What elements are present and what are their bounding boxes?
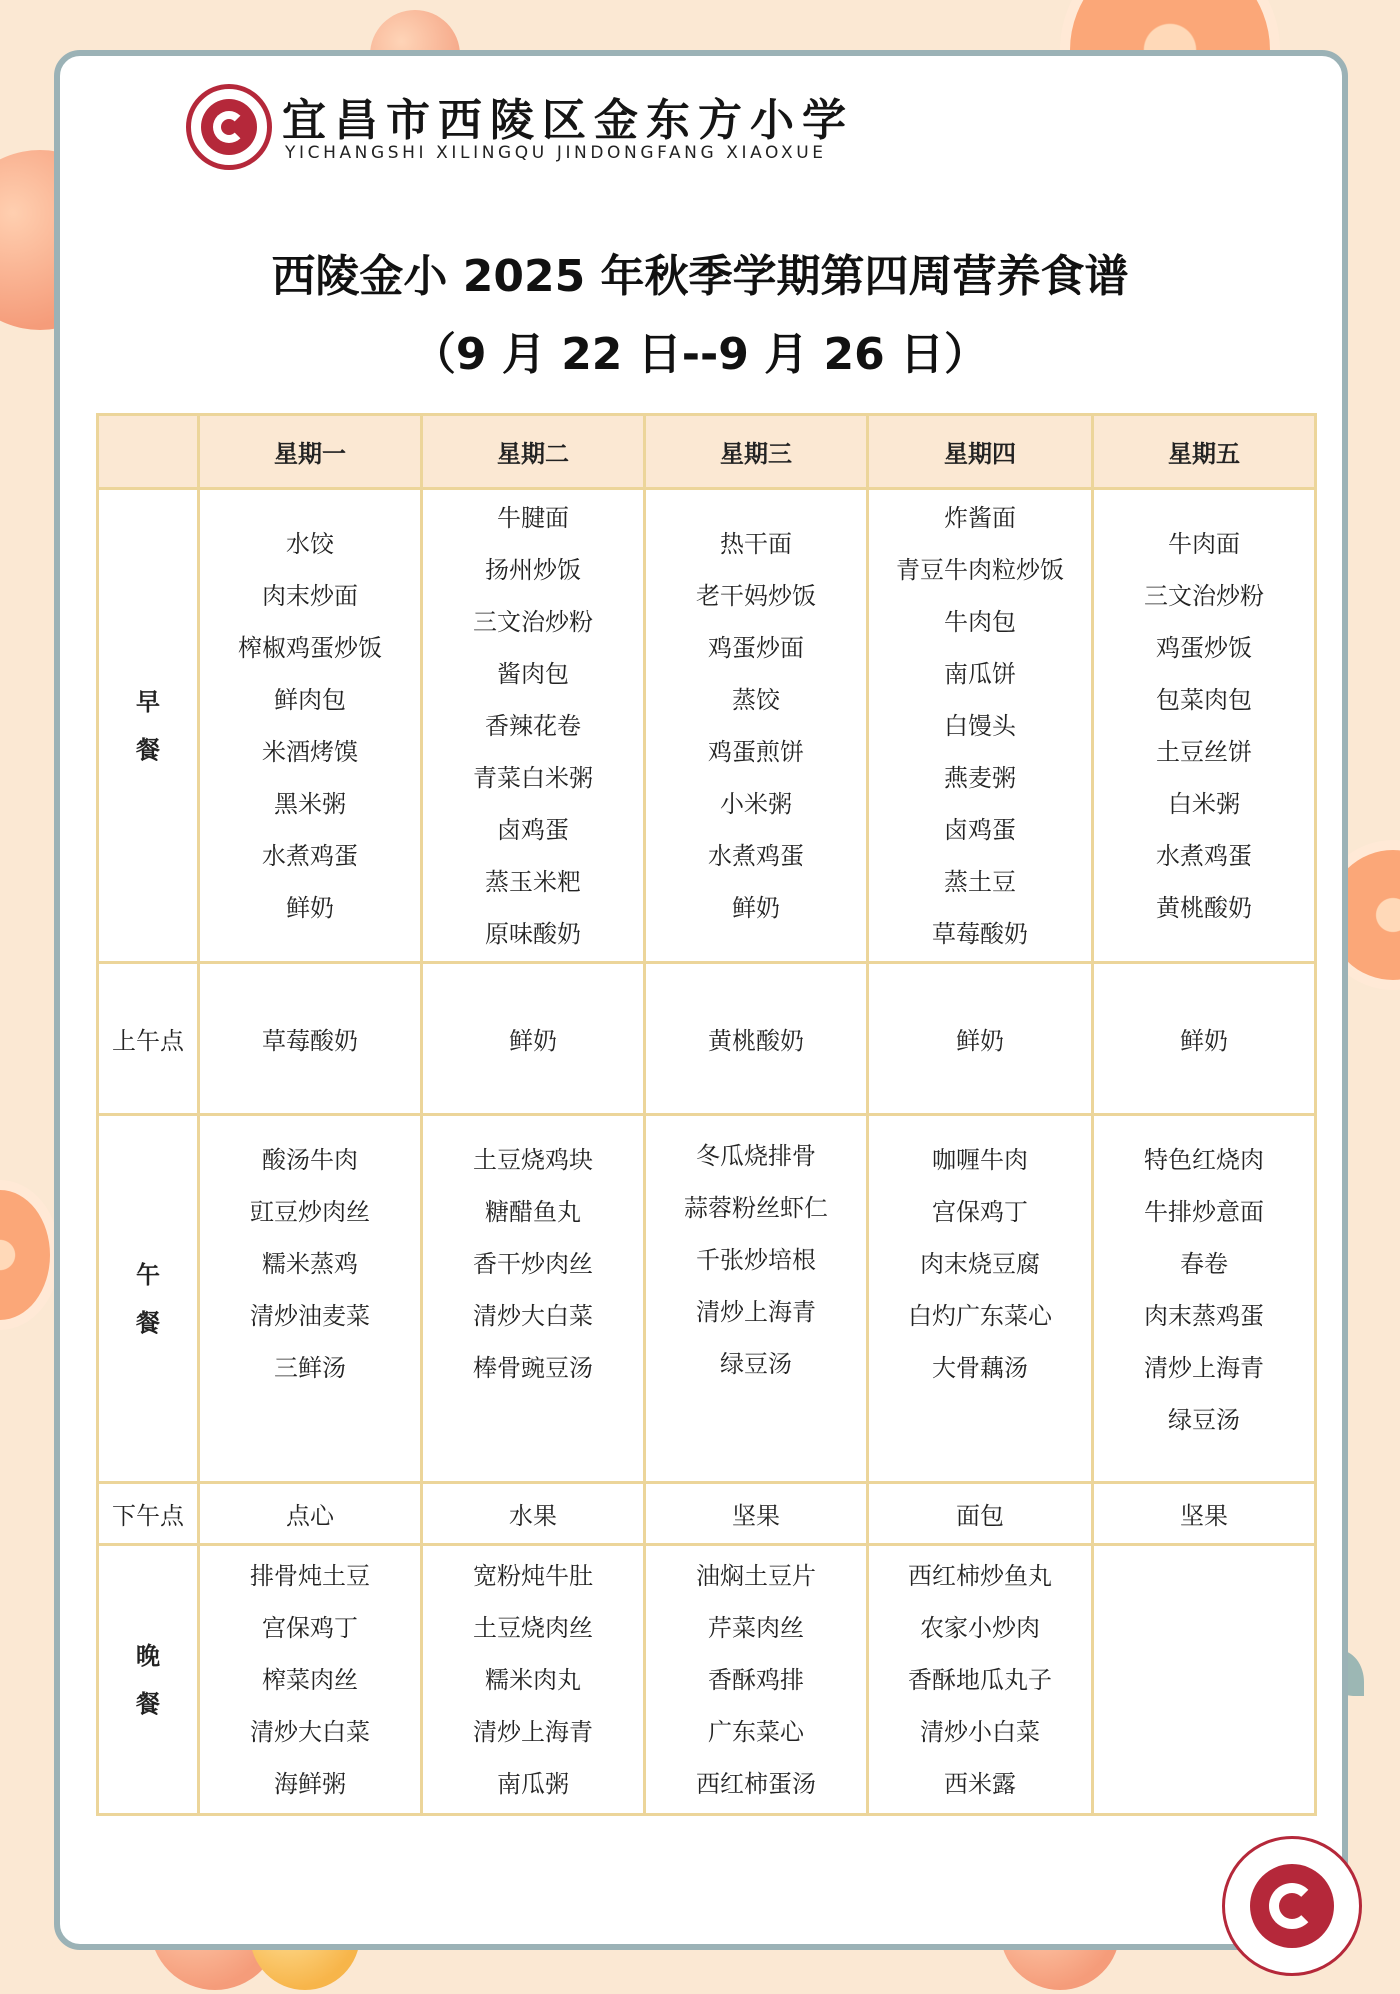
dish-item: 清炒上海青: [696, 1298, 816, 1326]
dish-item: 榨菜肉丝: [262, 1665, 358, 1694]
dish-item: 宫保鸡丁: [262, 1613, 358, 1642]
dish-item: 牛肉面: [1168, 529, 1240, 558]
breakfast-cell: [199, 489, 422, 963]
afternoon-snack-cell: 点心: [199, 1483, 422, 1545]
dish-item: 白米粥: [1168, 789, 1240, 818]
dish-item: 芹菜肉丝: [708, 1613, 804, 1642]
dish-item: 肉末蒸鸡蛋: [1144, 1302, 1264, 1330]
dish-item: 农家小炒肉: [920, 1613, 1040, 1642]
dinner-cell: [1093, 1545, 1316, 1815]
afternoon-snack-row: [98, 1483, 1316, 1545]
dish-item: 蒸土豆: [944, 867, 1016, 896]
dish-item: 蒸玉米粑: [485, 867, 581, 896]
dish-item: 水煮鸡蛋: [262, 841, 358, 870]
day-header: 星期二: [422, 415, 645, 489]
dish-item: 热干面: [720, 529, 792, 558]
dish-list: [646, 1130, 866, 1390]
orange-slice-decoration: [0, 1180, 60, 1330]
dish-item: 南瓜粥: [497, 1769, 569, 1798]
dish-item: 水煮鸡蛋: [1156, 841, 1252, 870]
morning-snack-cell: 黄桃酸奶: [645, 963, 868, 1115]
dish-item: 小米粥: [720, 789, 792, 818]
menu-table: [96, 413, 1317, 1816]
lunch-cell: [645, 1115, 868, 1483]
dish-item: 清炒小白菜: [920, 1717, 1040, 1746]
dish-item: 宽粉炖牛肚: [473, 1561, 593, 1590]
dinner-row: [98, 1545, 1316, 1815]
dish-item: 老干妈炒饭: [696, 581, 816, 610]
dish-item: 酱肉包: [497, 659, 569, 688]
day-header: 星期三: [645, 415, 868, 489]
dish-item: 牛肉包: [944, 607, 1016, 636]
dish-item: 咖喱牛肉: [932, 1146, 1028, 1174]
dish-item: 鲜肉包: [274, 685, 346, 714]
dish-list: [1094, 518, 1314, 934]
breakfast-label: 早 餐: [98, 489, 199, 963]
dish-item: 原味酸奶: [485, 919, 581, 948]
dish-item: 香酥鸡排: [708, 1665, 804, 1694]
dish-list: [423, 1550, 643, 1810]
dish-list: [423, 1134, 643, 1394]
dish-item: 黑米粥: [274, 789, 346, 818]
dish-item: 土豆烧鸡块: [473, 1146, 593, 1174]
dish-item: 清炒油麦菜: [250, 1302, 370, 1330]
dish-item: 鲜奶: [286, 893, 334, 922]
afternoon-snack-cell: 水果: [422, 1483, 645, 1545]
dish-item: 大骨藕汤: [932, 1354, 1028, 1382]
dish-item: 米酒烤馍: [262, 737, 358, 766]
dish-item: 绿豆汤: [1168, 1406, 1240, 1434]
dish-item: 清炒上海青: [1144, 1354, 1264, 1382]
dish-list: [200, 1134, 420, 1394]
dish-item: 牛排炒意面: [1144, 1198, 1264, 1226]
dish-item: 清炒上海青: [473, 1717, 593, 1746]
dish-item: 冬瓜烧排骨: [696, 1142, 816, 1170]
dish-list: [646, 518, 866, 934]
dish-item: 土豆烧肉丝: [473, 1613, 593, 1642]
header-row: [98, 415, 1316, 489]
dish-list: [423, 492, 643, 960]
dinner-cell: [868, 1545, 1093, 1815]
dish-item: 西米露: [944, 1769, 1016, 1798]
dish-item: 土豆丝饼: [1156, 737, 1252, 766]
lunch-cell: [1093, 1115, 1316, 1483]
day-header: 星期一: [199, 415, 422, 489]
morning-snack-cell: 鲜奶: [1093, 963, 1316, 1115]
dish-item: 卤鸡蛋: [497, 815, 569, 844]
dish-item: 白馒头: [944, 711, 1016, 740]
dish-item: 宫保鸡丁: [932, 1198, 1028, 1226]
day-header: 星期五: [1093, 415, 1316, 489]
dish-item: 特色红烧肉: [1144, 1146, 1264, 1174]
dish-item: 炸酱面: [944, 503, 1016, 532]
afternoon-snack-cell: 面包: [868, 1483, 1093, 1545]
page-subtitle: （9 月 22 日--9 月 26 日）: [411, 329, 989, 380]
dinner-cell: [422, 1545, 645, 1815]
dish-item: 扬州炒饭: [485, 555, 581, 584]
dish-item: 香干炒肉丝: [473, 1250, 593, 1278]
dish-item: 鸡蛋炒饭: [1156, 633, 1252, 662]
dish-item: 肉末烧豆腐: [920, 1250, 1040, 1278]
dish-item: 千张炒培根: [696, 1246, 816, 1274]
dish-item: 糯米肉丸: [485, 1665, 581, 1694]
dinner-label: 晚 餐: [98, 1545, 199, 1815]
dish-item: 清炒大白菜: [473, 1302, 593, 1330]
dish-item: 香酥地瓜丸子: [908, 1665, 1052, 1694]
dish-list: [869, 1134, 1091, 1394]
morning-snack-row: [98, 963, 1316, 1115]
dish-item: 青豆牛肉粒炒饭: [896, 555, 1064, 584]
dish-item: 蒸饺: [732, 685, 780, 714]
lunch-label: 午 餐: [98, 1115, 199, 1483]
dish-item: 三文治炒粉: [473, 607, 593, 636]
dish-item: 糖醋鱼丸: [485, 1198, 581, 1226]
dish-item: 三鲜汤: [274, 1354, 346, 1382]
dish-item: 绿豆汤: [720, 1350, 792, 1378]
dish-list: [869, 492, 1091, 960]
dish-item: 排骨炖土豆: [250, 1561, 370, 1590]
day-header: 星期四: [868, 415, 1093, 489]
afternoon-snack-label: 下午点: [98, 1483, 199, 1545]
dish-item: 水饺: [286, 529, 334, 558]
lunch-cell: [422, 1115, 645, 1483]
afternoon-snack-cell: 坚果: [645, 1483, 868, 1545]
dish-item: 蒜蓉粉丝虾仁: [684, 1194, 828, 1222]
dish-list: [646, 1550, 866, 1810]
dish-item: 西红柿炒鱼丸: [908, 1561, 1052, 1590]
lunch-row: [98, 1115, 1316, 1483]
dish-item: 燕麦粥: [944, 763, 1016, 792]
morning-snack-label: 上午点: [98, 963, 199, 1115]
dish-list: [1094, 1134, 1314, 1446]
dish-item: 酸汤牛肉: [262, 1146, 358, 1174]
morning-snack-cell: 草莓酸奶: [199, 963, 422, 1115]
dish-item: 鸡蛋炒面: [708, 633, 804, 662]
dish-item: 水煮鸡蛋: [708, 841, 804, 870]
dish-item: 鲜奶: [732, 893, 780, 922]
dish-item: 卤鸡蛋: [944, 815, 1016, 844]
breakfast-cell: [1093, 489, 1316, 963]
school-name: 宜昌市西陵区金东方小学: [282, 95, 854, 146]
dish-item: 白灼广东菜心: [908, 1302, 1052, 1330]
morning-snack-cell: 鲜奶: [868, 963, 1093, 1115]
dish-item: 海鲜粥: [274, 1769, 346, 1798]
dish-item: 广东菜心: [708, 1717, 804, 1746]
school-pinyin: YICHANGSHI XILINGQU JINDONGFANG XIAOXUE: [285, 143, 827, 163]
dish-item: 肉末炒面: [262, 581, 358, 610]
breakfast-row: [98, 489, 1316, 963]
dish-item: 牛腱面: [497, 503, 569, 532]
dish-item: 三文治炒粉: [1144, 581, 1264, 610]
dish-item: 黄桃酸奶: [1156, 893, 1252, 922]
lunch-cell: [868, 1115, 1093, 1483]
dish-item: 清炒大白菜: [250, 1717, 370, 1746]
dish-item: 草莓酸奶: [932, 919, 1028, 948]
dish-item: 鸡蛋煎饼: [708, 737, 804, 766]
dish-item: 香辣花卷: [485, 711, 581, 740]
breakfast-cell: [422, 489, 645, 963]
lunch-cell: [199, 1115, 422, 1483]
dinner-cell: [645, 1545, 868, 1815]
breakfast-cell: [868, 489, 1093, 963]
afternoon-snack-cell: 坚果: [1093, 1483, 1316, 1545]
group-logo-icon: [1222, 1836, 1362, 1976]
dinner-cell: [199, 1545, 422, 1815]
dish-item: 棒骨豌豆汤: [473, 1354, 593, 1382]
dish-list: [200, 518, 420, 934]
dish-item: 油焖土豆片: [696, 1561, 816, 1590]
dish-list: [869, 1550, 1091, 1810]
dish-item: 糯米蒸鸡: [262, 1250, 358, 1278]
morning-snack-cell: 鲜奶: [422, 963, 645, 1115]
dish-item: 豇豆炒肉丝: [250, 1198, 370, 1226]
dish-item: 青菜白米粥: [473, 763, 593, 792]
dish-item: 榨椒鸡蛋炒饭: [238, 633, 382, 662]
dish-list: [200, 1550, 420, 1810]
dish-item: 包菜肉包: [1156, 685, 1252, 714]
breakfast-cell: [645, 489, 868, 963]
page-title: 西陵金小 2025 年秋季学期第四周营养食谱: [271, 251, 1129, 302]
dish-item: 南瓜饼: [944, 659, 1016, 688]
dish-item: 西红柿蛋汤: [696, 1769, 816, 1798]
corner-cell: [98, 415, 199, 489]
dish-item: 春卷: [1180, 1250, 1228, 1278]
school-logo-icon: [186, 84, 272, 170]
